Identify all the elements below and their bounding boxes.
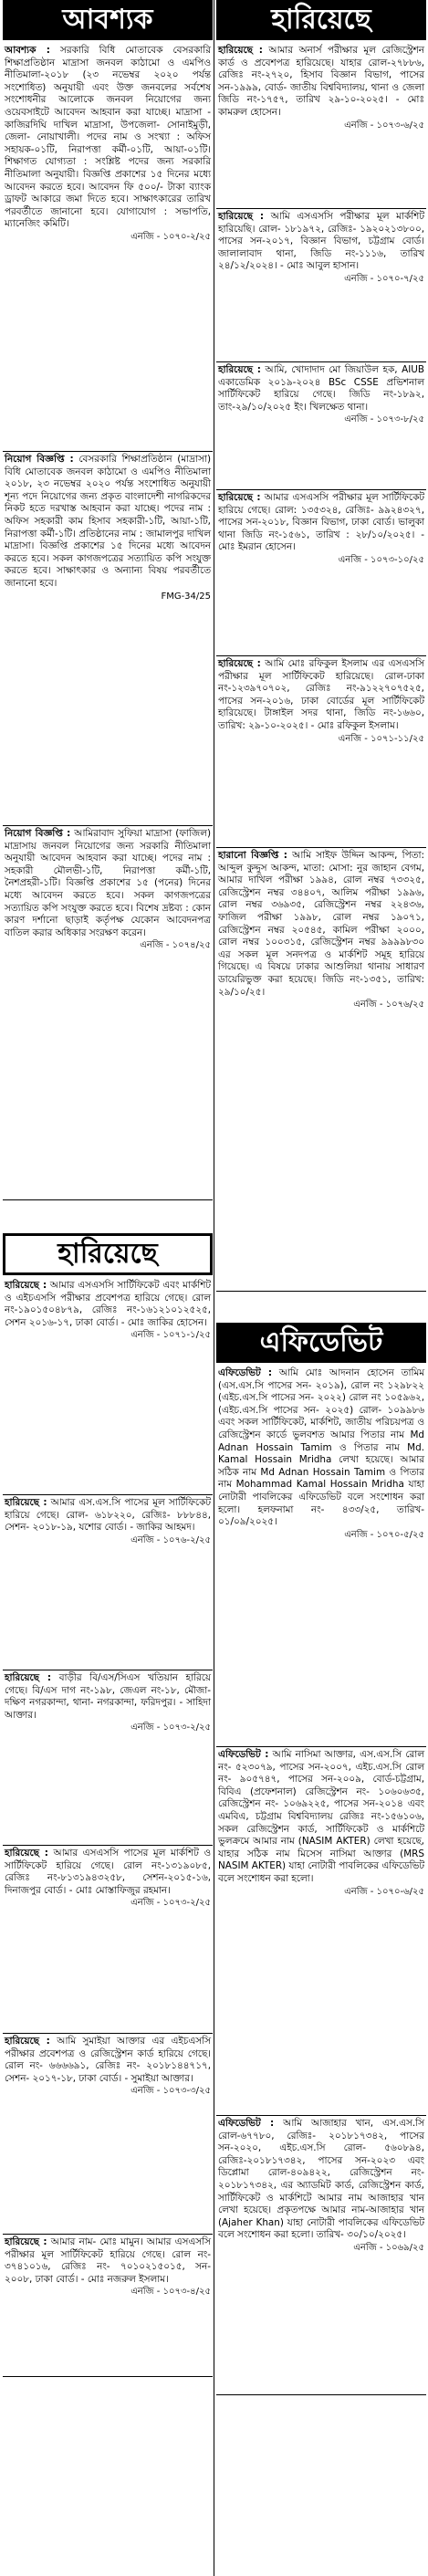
ad-lead: হারিয়েছে : [5,1280,47,1291]
ad-lead: হারিয়েছে : [5,2036,50,2047]
ad-body: আমিরাবাদ সুফিয়া মাদ্রাসা (ফাজিল) মাদ্রাসায় জনবল নিয়োগের জন্য সরকারি নীতিমালা অনুযায়ী আবেদন আহবান করা যাচ্ছে। পদের নাম : সহকারী মৌলভী-১টি, নিরাপত্তা কর্মী-১টি, নৈশপ্রহরী-১টি। বিজ্ঞপ্তি প্রকাশের ১৫ (পনের) দিনের মধ্যে আবেদন করতে হবে। সকল কাগজপত্রের সত্যায়িত কপি সংযুক্ত করতে হবে। বিশেষ দ্রষ্টব্য : কোন কারণ দর্শানো ছাড়াই কর্তৃপক্ষ যেকোন আবেদনপত্র বাতিল করার অধিকার সংরক্ষণ করেন। [5,828,211,938]
ad-body: আমার এসএসসি পাসের মূল মার্কশিট ও সার্টিফিকেট হারিয়ে গেছে। রোল নং-১৩১৯০৮৫, রেজিঃ নং-৮১৩১৯৪৩২৫৮, সেশন-২০১৫-১৬, দিনাজপুর বোর্ড। - মোঃ মোস্তাফিজুর রহমান। [5,1848,211,1896]
ad-lead: হারিয়েছে : [218,211,265,222]
ad-lead: হারিয়েছে : [218,492,261,503]
ad-code: এনজি - ১০৭০-৫/২৫ [344,1529,424,1540]
ad-code: এনজি - ১০৭৬/২৫ [353,1000,424,1011]
classified-ad [216,209,426,362]
ad-body: আমার নাম- মোঃ মামুন। আমার এসএসসি পরীক্ষার মূল সার্টিফিকেট হারিয়ে গেছে। রোল নং- ৩৭৪১০১৬, রেজিঃ নং- ৭০১০২১৫০১৫, সন- ২০০৮, ঢাকা বোর্ড। - মোঃ নজরুল ইসলাম। [5,2236,211,2285]
banner-lost: হারিয়েছে [216,0,426,40]
ad-code: এনজি - ১০৭০-৭/২৫ [344,273,424,284]
ad-code: এনজি - ১০৭৩-৮/২৫ [344,414,424,425]
classified-ad [3,1278,213,1495]
ad-code: এনজি - ১০৬৯/২৫ [353,2242,424,2253]
classified-ad [216,362,426,490]
ad-body: বাড়ীর বি/এস/সিএস খতিয়ান হারিয়ে গেছে। বি/এস দাগ নং-১৯৮, জেএল নং-১৮, মৌজা- দক্ষিণ নগরকান্দা, থানা- নগরকান্দা, ফরিদপুর। - সাহিদা আক্তার। [5,1672,212,1721]
classified-ad [3,2034,213,2235]
ad-body: আমি, খোদাদাদ মো জিয়াউল হক, AIUB একাডেমিক ২০১৯-২০২৪ BSc CSSE প্রভিশনাল সার্টিফিকেট হারিয়ে গেছে। জিডি নং-১৮৯২, তাং-২৯/১০/২০২৫ ইং। খিলক্ষেত থানা। [218,364,425,413]
ad-body: আমি আজাহার খান, এস.এস.সি রোল-৬৭৭৮০, রেজিঃ- ২০১৮১৭৩৪২, পাসের সন-২০২০, এইচ.এস.সি রোল- ৫৬০৮৯৪, রেজিঃ-২০১৮১৭৩৪২, পাসের সন-২০২৩ এবং ডিপ্লোমা রোল-৪০৯৪২২, রেজিস্ট্রেশন নং- ২০১৮১৭৩৪২, এর অ্যাডমিট কার্ড, রেজিস্ট্রেশন কার্ড, সার্টিফিকেট ও মার্কশিটে আমার নাম আজাহার খান লেখা হয়েছে। প্রকৃতপক্ষে আমার নাম-আজাহার খান (Ajaher Khan) যাহা নোটারী পাবলিকের এফিডেভিট বলে সংশোধন করা হলো। তারিখ- ৩০/১০/২০২৫। [218,2118,424,2241]
ad-lead: এফিডেভিট : [218,1749,269,1760]
classified-ad [3,2235,213,2377]
ad-lead: হারিয়েছে : [218,45,263,56]
ad-lead: হারিয়েছে : [5,2236,47,2247]
ad-lead: হারিয়েছে : [218,658,261,669]
classified-ad [3,1670,213,1846]
ad-code: এনজি - ১০৭৬-২/২৫ [130,1534,211,1545]
ad-body: আমার এস.এস.সি পাসের মূল সার্টিফিকেট হারিয়ে গেছে। রোল- ৬১৮২২০, রেজিঃ- ৮৮৮৪৪, সেশন- ২০১৮-১৯, যশোর বোর্ড। - জাকির আহমদ। [5,1497,212,1534]
ad-code: এনজি - ১০৭৩-৪/২৫ [130,2287,211,2298]
spacer [3,1200,213,1233]
classified-ad [3,43,213,452]
classified-ad [3,826,213,1200]
classified-ad [3,452,213,826]
ad-lead: নিয়োগ বিজ্ঞপ্তি : [5,828,71,839]
ad-lead: এফিডেভিট : [218,1367,273,1378]
ad-code: এনজি - ১০৭০-৬/২৫ [344,1886,424,1897]
classified-ad [216,1366,426,1747]
left-column [3,0,213,2576]
ad-code: এনজি - ১০৭৩-২/২৫ [130,1723,211,1733]
ad-code: এনজি - ১০৭৩-২/২৫ [130,1898,211,1909]
ad-body: আমার এসএসসি পরীক্ষার মূল সার্টিফিকেট হারিয়ে গেছে। রোল: ১৩৫৩২৪, রেজিঃ- ৯৯২৪৩২৭, পাসের সন-২০১৮, বিজ্ঞান বিভাগ, ঢাকা বোর্ড। ভালুকা থানা জিডি নং-১৫৬১, তারিখ : ২৮/১০/২০২৫। - মোঃ ইমরান হোসেন। [218,492,424,553]
ad-code: FMG-34/25 [161,591,211,602]
ad-lead: হারানো বিজ্ঞপ্তি : [218,850,287,861]
ad-lead: এফিডেভিট : [218,2118,275,2129]
ad-body: আমি মোঃ আদনান হোসেন তামিম (এস.এস.সি পাসের সন- ২০১৯), রোল নং ১২৯৮২২ (এইচ.এস.সি পাসের সন- ২০২২) রোল নং ১০৫৯৬২, (এইচ.এস.সি পাসের সন- ২০২৫) রোল- ১০৯৯৮৬ এবং সকল সার্টিফিকেট, মার্কশিট, জাতীয় পরিচয়পত্র ও রেজিস্ট্রেশন কার্ডে ভুলবশত আমার পিতার নাম Md Adnan Hossain Tamim ও পিতার নাম Md. Kamal Hossain Mridha লেখা হয়েছে। আমার সঠিক নাম Md Adnan Hossain Tamim ও পিতার নাম Mohammad Kamal Hossain Mridha যাহা নোটারী পাবলিকের এফিডেভিট বলে সংশোধন করা হলো। হলফনামা নং- ৪৩৩/২৫, তারিখ- ০১/০৯/২০২৫। [218,1367,424,1528]
ad-body: আমি এসএসসি পরীক্ষার মূল মার্কশিট হারিয়েছি। রোল- ১৮১৯৭২, রেজিঃ- ১৯২০২১৩৮০০, পাসের সন-২০১৭, বিজ্ঞান বিভাগ, চট্টগ্রাম বোর্ড। জালালাবাদ থানা, জিডি নং-১১১৬, তারিখ ২৪/১২/২০২৪। - মোঃ আবুল হাসান। [218,211,424,272]
classified-ad [216,848,426,1292]
ad-body: আমি সুমাইয়া আক্তার এর এইচএসসি পরীক্ষার প্রবেশপত্র ও রেজিস্ট্রেশন কার্ড হারিয়ে গেছে। রোল নং- ৬৬৬৬৯১, রেজিঃ নং- ২০১৮১৪৪৭১৭, সেশন- ২০১৭-১৮, ঢাকা বোর্ড। - সুমাইয়া আক্তার। [5,2036,212,2084]
ad-code: এনজি - ১০৭৩-১০/২৫ [338,554,424,565]
ad-lead: হারিয়েছে : [5,1497,47,1508]
classified-ad [216,43,426,209]
ad-code: এনজি - ১০৭১-১/২৫ [130,1330,211,1341]
banner-affidavit: এফিডেভিট [216,1323,426,1363]
ad-code: এনজি - ১০৭৩-৬/২৫ [344,120,424,131]
classified-ad [216,656,426,848]
spacer [216,1292,426,1323]
ad-code: এনজি - ১০৭০-২/২৫ [130,231,211,242]
ad-body: আমি সাইফ উদ্দিন আকন্দ, পিতা: আব্দুল কুদ্দুস আকন্দ, মাতা: মোসা: নুর জাহান বেগম, আমার দাখিল পরীক্ষা ১৯৯৪, রোল নম্বর ৭৩৩২৫, রেজিস্ট্রেশন নম্বর ৩৪৪০৭, আলিম পরীক্ষা ১৯৯৬, রোল নম্বর ৩৬৯৩৫, রেজিস্ট্রেশন নম্বর ২২৪৩৬, ফাজিল পরীক্ষা ১৯৯৮, রোল নম্বর ১৯০৭১, রেজিস্ট্রেশন নম্বর ২০৫৪৫, কামিল পরীক্ষা ২০০০, রোল নম্বর ১০০৩১৫, রেজিস্ট্রেশন নম্বর ৯৯৯৯৮৩০ এর সকল মূল সনদপত্র ও মার্কশিট সমূহ হারিয়ে গিয়েছে। এ বিষয়ে ঢাকার আশুলিয়া থানায় সাধারণ ডায়েরিভুক্ত করা হয়েছে। জিডি নং-১৩৫১, তারিখ: ২৯/১০/২৫। [218,850,424,998]
ad-body: আমার অনার্স পরীক্ষার মূল রেজিস্ট্রেশন কার্ড ও প্রবেশপত্র হারিয়েছে। যাহার রোল-২৭৮৮৬, রেজিঃ নং-২৭২০, হিসাব বিজ্ঞান বিভাগ, পাসের সন-১৯৯৯, বোর্ড- জাতীয় বিশ্ববিদ্যালয়, থানা ও জেলা জিডি নং-১৭৫৭, তারিখ ২৯-১০-২০২৫। - মোঃ কামরুল হোসেন। [218,45,424,118]
ad-body: আমি নাসিমা আক্তার, এস.এস.সি রোল নং- ৫২৩০৭৯, পাসের সন-২০০৭, এইচ.এস.সি রোল নং- ৯০৫৭৪৭, পাসের সন-২০০৯, বোর্ড-চট্টগ্রাম, বিবিএ (প্রফেশনাল) রেজিস্ট্রেশন নং- ১০৬০৬৩৫, রেজিস্ট্রেশন নং- ১০৬৯২২৫, পাসের সন-২০১৪ এবং এমবিএ, চট্টগ্রাম বিশ্ববিদ্যালয় রেজিঃ নং-১৫৬১০৬, সকল রেজিস্ট্রেশন কার্ড, সার্টিফিকেট ও মার্কশিটে ভুলক্রমে আমার নাম (NASIM AKTER) লেখা হয়েছে, যাহার সঠিক নাম মিসেস নাসিমা আক্তার (MRS NASIM AKTER) যাহা নোটারী পাবলিকের এফিডেভিট বলে সংশোধন করা হলো। [218,1749,425,1884]
ad-body: আমি মোঃ রফিকুল ইসলাম এর এসএসসি পরীক্ষার মূল সার্টিফিকেট হারিয়েছে। রোল-ঢাকা নং-১২৩৯৭০৭০২, রেজিঃ নং-৯১২২৭০৭৫২৫, পাসের সন-২০১৬, ঢাকা বোর্ডের মূল সার্টিফিকেট হারিয়েছে। টাঙ্গাইল সদর থানা, জিডি নং-১৬৬০, তারিখ: ২৯-১০-২০২৫। - মোঃ রফিকুল ইসলাম। [218,658,424,731]
ad-body: বেসরকারি শিক্ষাপ্রতিষ্ঠান (মাদ্রাসা) বিধি মোতাবেক জনবল কাঠামো ও এমপিও নীতিমালা ২০১৮, ২৩ নভেম্বর ২০২০ পর্যন্ত সংশোধিত অনুযায়ী শূন্য পদে নিয়োগের জন্য প্রকৃত বাংলাদেশী নাগরিকদের নিকট হতে দরখাস্ত আহবান করা যাচ্ছে। পদের নাম : অফিস সহকারী কাম হিসাব সহকারী-১টি, আয়া-১টি, নিরাপত্তা কর্মী-১টি। প্রতিষ্ঠানের নাম : জামালপুর দাখিল মাদ্রাসা। বিজ্ঞপ্তি প্রকাশের ১৫ দিনের মধ্যে আবেদন করতে হবে। সকল কাগজপত্রের সত্যায়িত কপি সংযুক্ত করতে হবে। সাক্ষাৎকার ও অন্যান্য বিষয় পরবর্তীতে জানানো হবে। [5,454,211,589]
classified-ad [3,1846,213,2034]
ad-body: সরকারি বিধি মোতাবেক বেসরকারি শিক্ষাপ্রতিষ্ঠান মাদ্রাসা জনবল কাঠামো ও এমপিও নীতিমালা-২০১৮ (২৩ নভেম্বর ২০২০ পর্যন্ত সংশোধিত) অনুযায়ী এবং উক্ত জনবলের সর্বশেষ সংশোধনীর আলোকে জনবল নিয়োগের জন্য ওয়েবসাইটে আবেদন আহবান করা যাচ্ছে। মাদ্রাসা - কাজিরদিঘি দাখিল মাদ্রাসা, উপজেলা- সোনাইমুড়ী, জেলা- নোয়াখালী। পদের নাম ও সংখ্যা : অফিস সহায়ক-০১টি, নিরাপত্তা কর্মী-০১টি, আয়া-০১টি। শিক্ষাগত যোগ্যতা : সংশ্লিষ্ট পদের জন্য সরকারি নীতিমালা অনুযায়ী। বিজ্ঞপ্তি প্রকাশের ১৫ দিনের মধ্যে আবেদন করতে হবে। আবেদন ফি ৫০০/- টাকা ব্যাংক ড্রাফট আকারে জমা দিতে হবে। সাক্ষাৎকারের তারিখ পরবর্তীতে জানানো হবে। যোগাযোগ : সভাপতি, ম্যানেজিং কমিটি। [5,45,211,230]
banner-wanted: আবশ্যক [3,0,213,40]
ad-lead: আবশ্যক : [5,45,50,56]
classified-ad [216,1747,426,2116]
ad-lead: নিয়োগ বিজ্ঞপ্তি : [5,454,74,465]
classified-ad [216,490,426,656]
ad-code: এনজি - ১০৭১-১১/২৫ [338,733,424,744]
ad-body: আমার এসএসসি সার্টিফিকেট এবং মার্কশিট ও এইচএসসি পরীক্ষার প্রবেশপত্র হারিয়ে গেছে। রোল নং-১৯০১৫০৪৮৭৯, রেজিঃ নং-১৬১২১০১২৫২৫, সেশন ২০১৬-১৭, ঢাকা বোর্ড। - মোঃ জাকির হোসেন। [5,1280,212,1328]
right-column [216,0,426,2576]
ad-code: এনজি - ১০৭৪/২৫ [140,940,211,951]
ad-code: এনজি - ১০৭৩-৩/২৫ [130,2086,211,2097]
ad-lead: হারিয়েছে : [5,1672,52,1683]
classified-ad [3,1495,213,1670]
banner-lost: হারিয়েছে [3,1233,213,1275]
ad-lead: হারিয়েছে : [218,364,261,375]
ad-lead: হারিয়েছে : [5,1848,48,1859]
classified-ad [216,2116,426,2395]
